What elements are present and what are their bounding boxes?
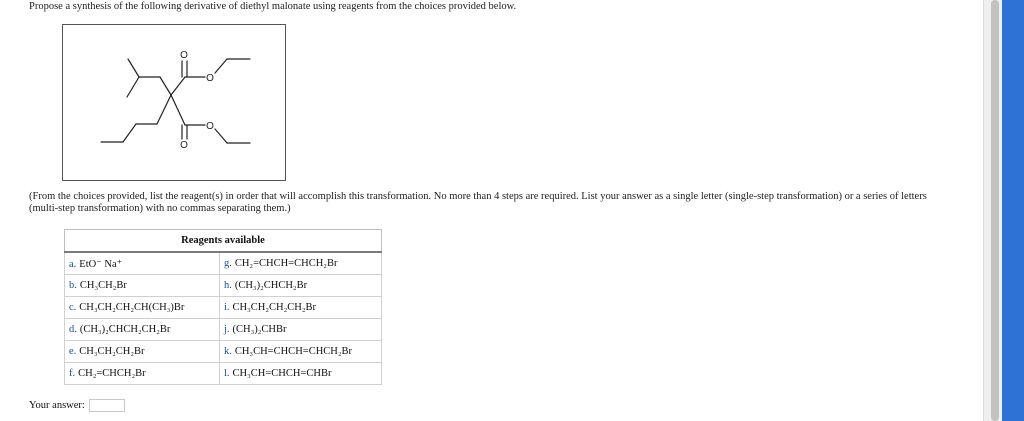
atom-label-oxygen: O <box>180 50 188 61</box>
reagent-letter: a. <box>69 258 77 270</box>
reagent-letter: f. <box>69 368 76 379</box>
scrollbar[interactable] <box>983 0 1024 421</box>
reagent-letter: k. <box>223 346 232 357</box>
atom-label-oxygen: O <box>180 140 188 151</box>
reagent-option <box>65 319 220 341</box>
reagent-formula: CH₂=CHCH₂Br <box>78 368 146 379</box>
reagents-list <box>65 252 382 385</box>
reagent-option <box>65 252 220 275</box>
reagent-formula: EtO⁻ Na⁺ <box>79 258 123 270</box>
reagent-option <box>219 341 381 363</box>
table-row <box>65 275 382 297</box>
reagent-formula: CH₃CH₂Br <box>79 280 127 291</box>
table-row <box>65 341 382 363</box>
table-row <box>65 319 382 341</box>
reagent-letter: c. <box>69 302 77 313</box>
reagent-option <box>219 319 381 341</box>
reagent-option <box>65 275 220 297</box>
atom-label-oxygen: O <box>206 121 214 132</box>
answer-area <box>29 399 125 412</box>
reagent-option <box>65 341 220 363</box>
molecule-drawing <box>63 25 287 182</box>
reagent-letter: b. <box>69 280 77 291</box>
reagent-option <box>219 363 381 385</box>
reagent-letter: l. <box>223 368 230 379</box>
molecule-structure <box>62 24 286 181</box>
reagent-letter: h. <box>223 280 232 291</box>
reagent-option <box>65 363 220 385</box>
atom-label-oxygen: O <box>206 73 214 84</box>
table-row <box>65 252 382 275</box>
reagent-letter: d. <box>69 324 77 335</box>
reagent-letter: e. <box>69 346 77 357</box>
answer-label: Your answer: <box>29 400 85 411</box>
reagent-formula: (CH₃)₂CHCH₂CH₂Br <box>79 324 171 335</box>
reagent-formula: CH₃CH=CHCH=CHCH₂Br <box>234 346 353 357</box>
reagent-formula: (CH₃)₂CHBr <box>232 324 287 335</box>
reagent-formula: CH₂=CHCH=CHCH₂Br <box>234 258 338 269</box>
reagent-formula: (CH₃)₂CHCH₂Br <box>234 280 308 291</box>
scrollbar-thumb[interactable] <box>991 0 999 421</box>
reagent-letter: j. <box>223 324 230 335</box>
question-instructions: (From the choices provided, list the reagent(s) in order that will accomplish this transformation. No more than 4 steps are required. List your answer as a single letter (single-step transformation) or a series of letters (multi-step transformation) with no commas separating them.) <box>29 191 927 214</box>
reagents-table-title: Reagents available <box>65 230 382 253</box>
reagent-option <box>219 252 381 275</box>
reagent-letter: g. <box>223 258 232 269</box>
table-row <box>65 363 382 385</box>
question-prompt: Propose a synthesis of the following derivative of diethyl malonate using reagents from the choices provided below. <box>29 1 517 12</box>
reagent-letter: i. <box>223 302 230 313</box>
answer-input[interactable] <box>89 399 125 412</box>
reagent-formula: CH₃CH₂CH₂Br <box>79 346 145 357</box>
reagent-formula: CH₃CH=CHCH=CHBr <box>232 368 332 379</box>
reagent-option <box>219 297 381 319</box>
reagent-formula: CH₃CH₂CH₂CH₂Br <box>232 302 317 313</box>
table-row <box>65 297 382 319</box>
reagent-option <box>65 297 220 319</box>
reagents-table <box>64 229 382 385</box>
reagent-option <box>219 275 381 297</box>
page-edge-accent <box>1002 0 1024 421</box>
reagent-formula: CH₃CH₂CH₂CH(CH₃)Br <box>79 302 185 313</box>
